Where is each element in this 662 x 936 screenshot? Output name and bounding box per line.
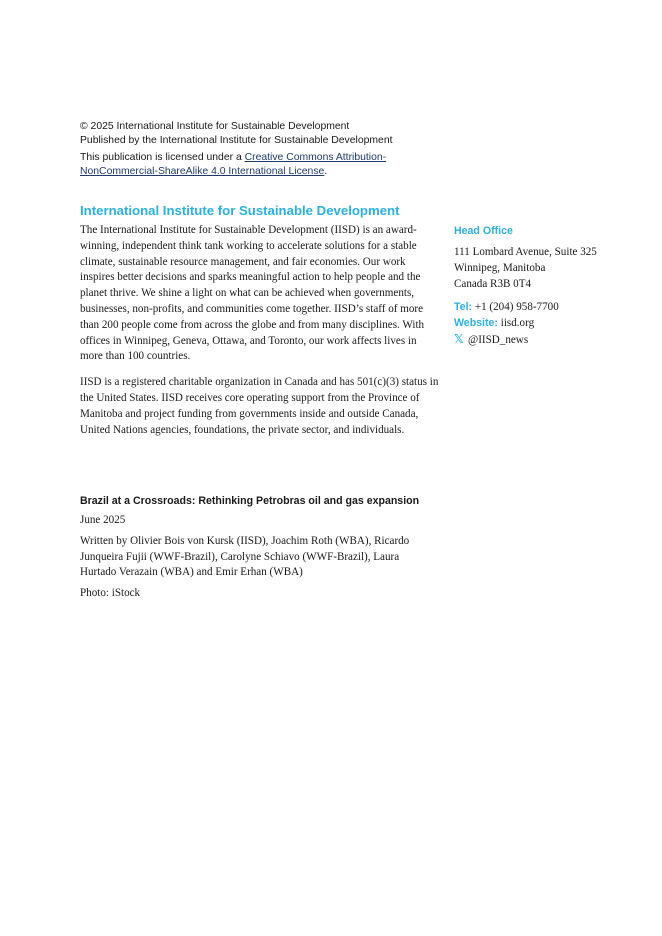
- head-office-block: [454, 224, 654, 349]
- org-paragraph: The International Institute for Sustainable Development (IISD) is an award-winning, independent think tank working to accelerate solutions for a stable climate, sustainable resource management, and fair economies. Our work inspires better decisions and sparks meaningful action to help people and the planet thrive. We shine a light on what can be achieved when governments, businesses, non-profits, and communities come together. IISD’s staff of more than 200 people come from across the globe and from many disciplines. With offices in Winnipeg, Geneva, Ottawa, and Toronto, our work affects lives in more than 100 countries.: [80, 224, 425, 363]
- org-paragraph: IISD is a registered charitable organization in Canada and has 501(c)(3) status in the United States. IISD receives core operating support from the Province of Manitoba and project funding from governments inside and outside Canada, United Nations agencies, foundations, the private sector, and individuals.: [80, 376, 439, 436]
- org-description: [80, 223, 440, 438]
- head-office-title: Head Office: [454, 225, 513, 237]
- tel-value[interactable]: +1 (204) 958-7700: [474, 301, 559, 314]
- tel-label: Tel:: [454, 301, 473, 314]
- x-handle[interactable]: @IISD_news: [468, 333, 529, 346]
- contact-list: [454, 300, 654, 348]
- photo-credit: Photo: iStock: [80, 587, 141, 600]
- website-row: [454, 316, 654, 332]
- org-heading: International Institute for Sustainable Development: [80, 203, 400, 218]
- copyright-block: [80, 120, 440, 179]
- report-authors: Written by Olivier Bois von Kursk (IISD), Joachim Roth (WBA), Ricardo Junqueira Fujii (WWF-Brazil), Carolyne Schiavo (WWF-Brazil), Laura Hurtado Verazain (WBA) and Emir Erhan (WBA): [80, 534, 410, 579]
- head-office-address: [454, 245, 654, 292]
- website-label: Website:: [454, 317, 498, 330]
- license-link[interactable]: Creative Commons Attribution-NonCommercial-ShareAlike 4.0 International License: [80, 152, 387, 177]
- address-line: Canada R3B 0T4: [454, 277, 532, 290]
- publisher-line: Published by the International Institute for Sustainable Development: [80, 135, 393, 146]
- x-row: [454, 332, 654, 349]
- license-statement: [80, 151, 440, 179]
- report-meta: [80, 513, 410, 602]
- address-line: Winnipeg, Manitoba: [454, 261, 546, 274]
- license-prefix: This publication is licensed under a: [80, 152, 245, 163]
- website-value[interactable]: iisd.org: [500, 317, 535, 330]
- x-social-icon: 𝕏: [454, 331, 464, 346]
- report-date: June 2025: [80, 514, 126, 526]
- report-title: Brazil at a Crossroads: Rethinking Petrobras oil and gas expansion: [80, 495, 420, 507]
- address-line: 111 Lombard Avenue, Suite 325: [454, 246, 597, 258]
- tel-row: [454, 300, 654, 316]
- copyright-line: © 2025 International Institute for Sustainable Development: [80, 121, 350, 132]
- license-suffix: .: [324, 166, 328, 177]
